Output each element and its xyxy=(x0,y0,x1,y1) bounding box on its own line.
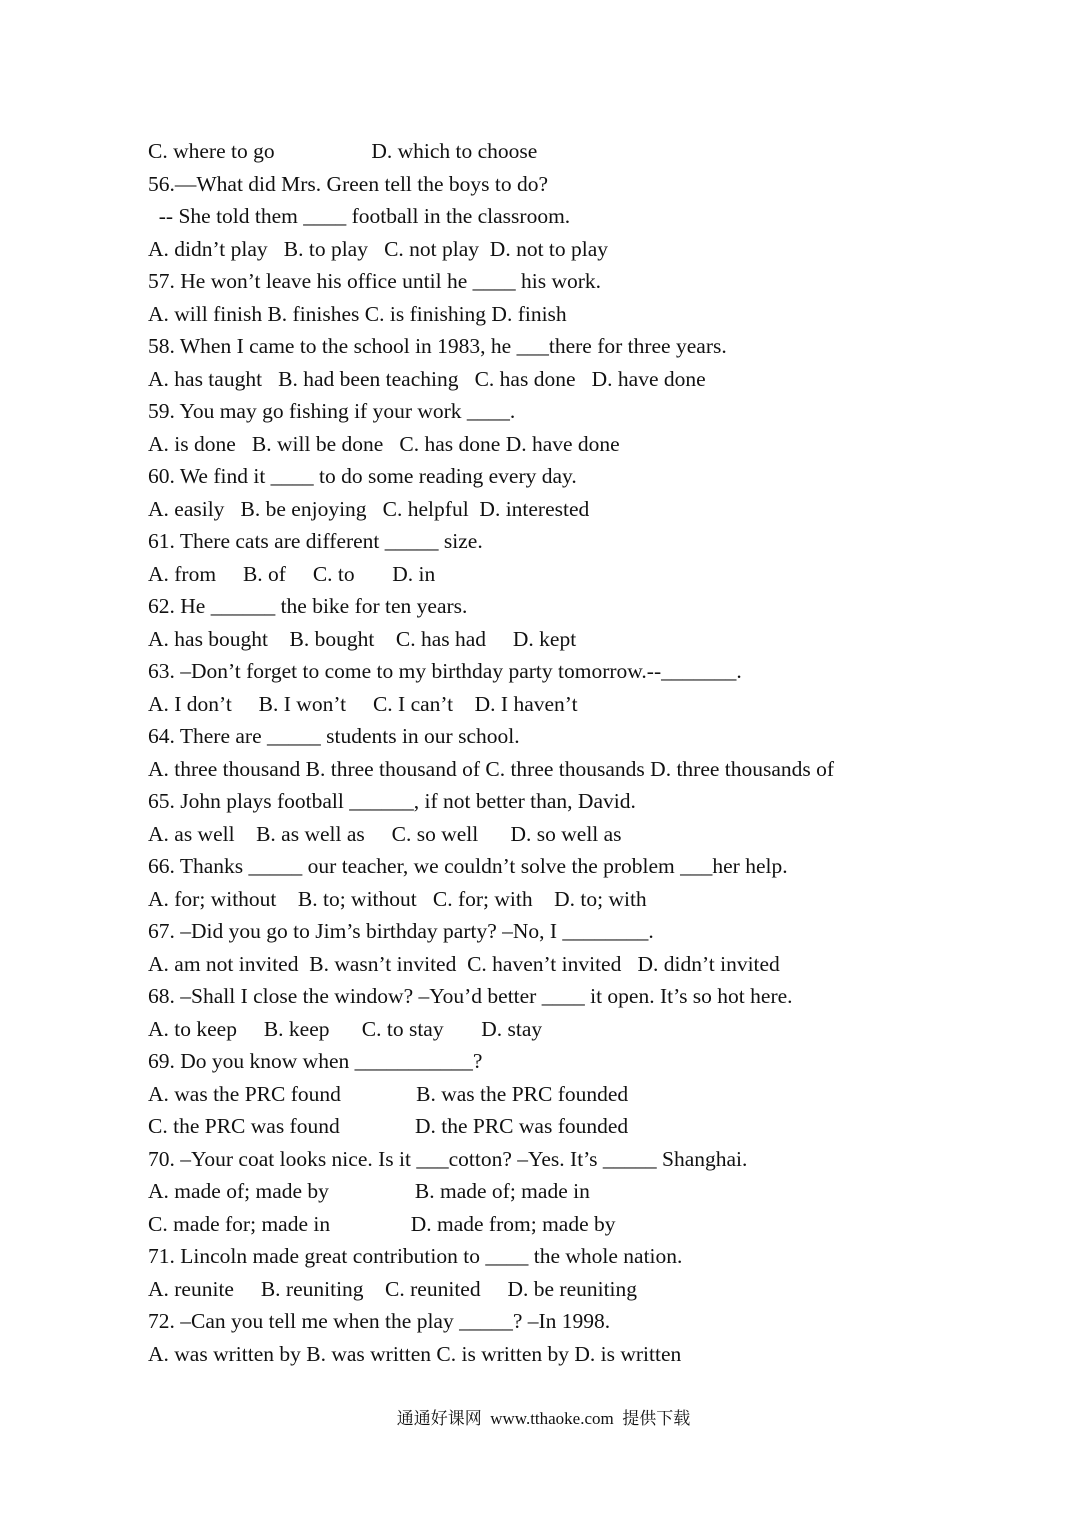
answer-options: A. for; without B. to; without C. for; with D. to; with xyxy=(148,886,647,911)
answer-options: A. didn’t play B. to play C. not play D. not to play xyxy=(148,236,609,261)
answer-options: A. easily B. be enjoying C. helpful D. interested xyxy=(148,496,590,521)
question-56: 56.—What did Mrs. Green tell the boys to do? xyxy=(148,171,549,196)
question-72: 72. –Can you tell me when the play _____? –In 1998. xyxy=(148,1309,611,1333)
answer-options: A. was written by B. was written C. is written by D. is written xyxy=(148,1341,682,1366)
answer-options: A. to keep B. keep C. to stay D. stay xyxy=(148,1016,543,1041)
answer-options: A. was the PRC found B. was the PRC founded xyxy=(148,1081,629,1106)
question-63: 63. –Don’t forget to come to my birthday party tomorrow.--_______. xyxy=(148,659,742,683)
answer-options: C. the PRC was found D. the PRC was founded xyxy=(148,1114,629,1138)
answer-options: A. am not invited B. wasn’t invited C. haven’t invited D. didn’t invited xyxy=(148,951,780,976)
answer-options: A. made of; made by B. made of; made in xyxy=(148,1179,590,1203)
question-69: 69. Do you know when ___________? xyxy=(148,1049,483,1073)
question-60: 60. We find it ____ to do some reading every day. xyxy=(148,464,577,488)
answer-options: A. has taught B. had been teaching C. has done D. have done xyxy=(148,366,706,391)
answer-options: A. I don’t B. I won’t C. I can’t D. I haven’t xyxy=(148,691,578,716)
answer-options: A. will finish B. finishes C. is finishing D. finish xyxy=(148,301,567,326)
question-66: 66. Thanks _____ our teacher, we couldn’t solve the problem ___her help. xyxy=(148,854,788,878)
question-62: 62. He ______ the bike for ten years. xyxy=(148,594,468,618)
answer-options: A. reunite B. reuniting C. reunited D. be reuniting xyxy=(148,1276,638,1301)
document-body xyxy=(148,135,948,1370)
question-64: 64. There are _____ students in our school. xyxy=(148,724,520,748)
question-65: 65. John plays football ______, if not better than, David. xyxy=(148,789,636,813)
question-58: 58. When I came to the school in 1983, he ___there for three years. xyxy=(148,334,727,358)
question-70: 70. –Your coat looks nice. Is it ___cotton? –Yes. It’s _____ Shanghai. xyxy=(148,1146,748,1171)
question-71: 71. Lincoln made great contribution to ____ the whole nation. xyxy=(148,1244,683,1268)
answer-options: A. as well B. as well as C. so well D. so well as xyxy=(148,821,622,846)
answer-options: A. from B. of C. to D. in xyxy=(148,561,436,586)
text-line: -- She told them ____ football in the classroom. xyxy=(148,204,571,228)
question-68: 68. –Shall I close the window? –You’d better ____ it open. It’s so hot here. xyxy=(148,984,793,1008)
question-67: 67. –Did you go to Jim’s birthday party? –No, I ________. xyxy=(148,919,654,943)
answer-options: A. three thousand B. three thousand of C. three thousands D. three thousands of xyxy=(148,756,835,781)
answer-options: C. made for; made in D. made from; made by xyxy=(148,1211,616,1236)
page-footer: 通通好课网 www.tthaoke.com 提供下载 xyxy=(396,1409,691,1428)
answer-options: A. has bought B. bought C. has had D. kept xyxy=(148,626,577,651)
question-57: 57. He won’t leave his office until he ____ his work. xyxy=(148,269,602,293)
question-59: 59. You may go fishing if your work ____. xyxy=(148,399,516,423)
question-61: 61. There cats are different _____ size. xyxy=(148,529,483,553)
answer-options: A. is done B. will be done C. has done D. have done xyxy=(148,431,620,456)
text-line: C. where to go D. which to choose xyxy=(148,139,538,163)
